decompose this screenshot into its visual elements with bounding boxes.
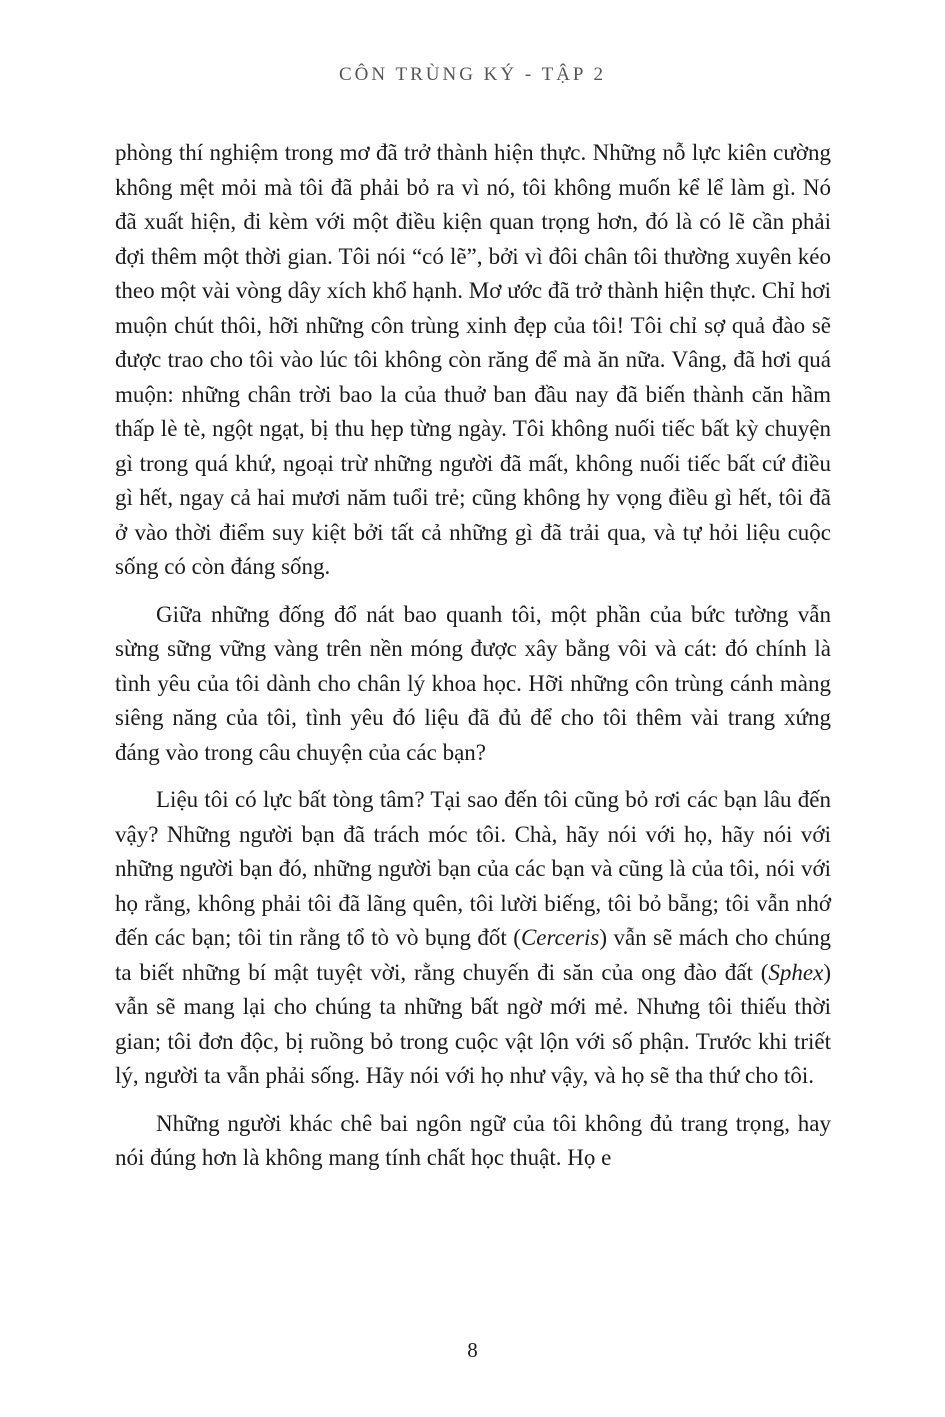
paragraph	[115, 783, 831, 1094]
italic-text-run: Cerceris	[520, 925, 600, 950]
running-header: CÔN TRÙNG KÝ - TẬP 2	[338, 64, 607, 85]
text-run: Liệu tôi có lực bất tòng tâm? Tại sao đến tôi cũng bỏ rơi các bạn lâu đến vậy? Những người bạn đã trách móc tôi. Chà, hãy nói với họ, hãy nói với những người bạn đó, những người bạn của các bạn và cũng là của tôi, nói với họ rằng, không phải tôi đã lãng quên, tôi lười biếng, tôi bỏ bẵng; tôi vẫn nhớ đến các bạn; tôi tin rằng tổ tò vò bụng đốt (	[115, 787, 831, 950]
page-number: 8	[467, 1338, 478, 1362]
italic-text-run: Sphex	[768, 959, 824, 985]
text-run: ) vẫn sẽ mang lại cho chúng ta những bất ngờ mới mẻ. Nhưng tôi thiếu thời gian; tôi đơn độc, bị ruồng bỏ trong cuộc vật lộn với số phận. Trước khi triết lý, người ta vẫn phải sống. Hãy nói với họ như vậy, và họ sẽ tha thứ cho tôi.	[115, 959, 831, 1088]
text-run: Những người khác chê bai ngôn ngữ của tôi không đủ trang trọng, hay nói đúng hơn là không mang tính chất học thuật. Họ e	[115, 1110, 831, 1170]
text-run: ) vẫn sẽ mách cho chúng ta biết những bí mật tuyệt vời, rằng chuyến đi săn của ong đào đất (	[115, 925, 831, 985]
paragraph	[115, 598, 831, 771]
text-run: Giữa những đống đổ nát bao quanh tôi, một phần của bức tường vẫn sừng sững vững vàng trên nền móng được xây bằng vôi và cát: đó chính là tình yêu của tôi dành cho chân lý khoa học. Hỡi những côn trùng cánh màng siêng năng của tôi, tình yêu đó liệu đã đủ để cho tôi thêm vài trang xứng đáng vào trong câu chuyện của các bạn?	[115, 601, 831, 765]
paragraph	[115, 1107, 831, 1176]
paragraph	[115, 136, 831, 585]
text-run: phòng thí nghiệm trong mơ đã trở thành hiện thực. Những nỗ lực kiên cường không mệt mỏi mà tôi đã phải bỏ ra vì nó, tôi không muốn kể lể làm gì. Nó đã xuất hiện, đi kèm với một điều kiện quan trọng hơn, đó là có lẽ cần phải đợi thêm một thời gian. Tôi nói “có lẽ”, bởi vì đôi chân tôi thường xuyên kéo theo một vài vòng dây xích khổ hạnh. Mơ ước đã trở thành hiện thực. Chỉ hơi muộn chút thôi, hỡi những côn trùng xinh đẹp của tôi! Tôi chỉ sợ quả đào sẽ được trao cho tôi vào lúc tôi không còn răng để mà ăn nữa. Vâng, đã hơi quá muộn: những chân trời bao la của thuở ban đầu nay đã biến thành căn hầm thấp lè tè, ngột ngạt, bị thu hẹp từng ngày. Tôi không nuối tiếc bất kỳ chuyện gì trong quá khứ, ngoại trừ những người đã mất, không nuối tiếc bất cứ điều gì hết, ngay cả hai mươi năm tuổi trẻ; cũng không hy vọng điều gì hết, tôi đã ở vào thời điểm suy kiệt bởi tất cả những gì đã trải qua, và tự hỏi liệu cuộc sống có còn đáng sống.	[115, 140, 831, 579]
text-body	[115, 136, 831, 1176]
